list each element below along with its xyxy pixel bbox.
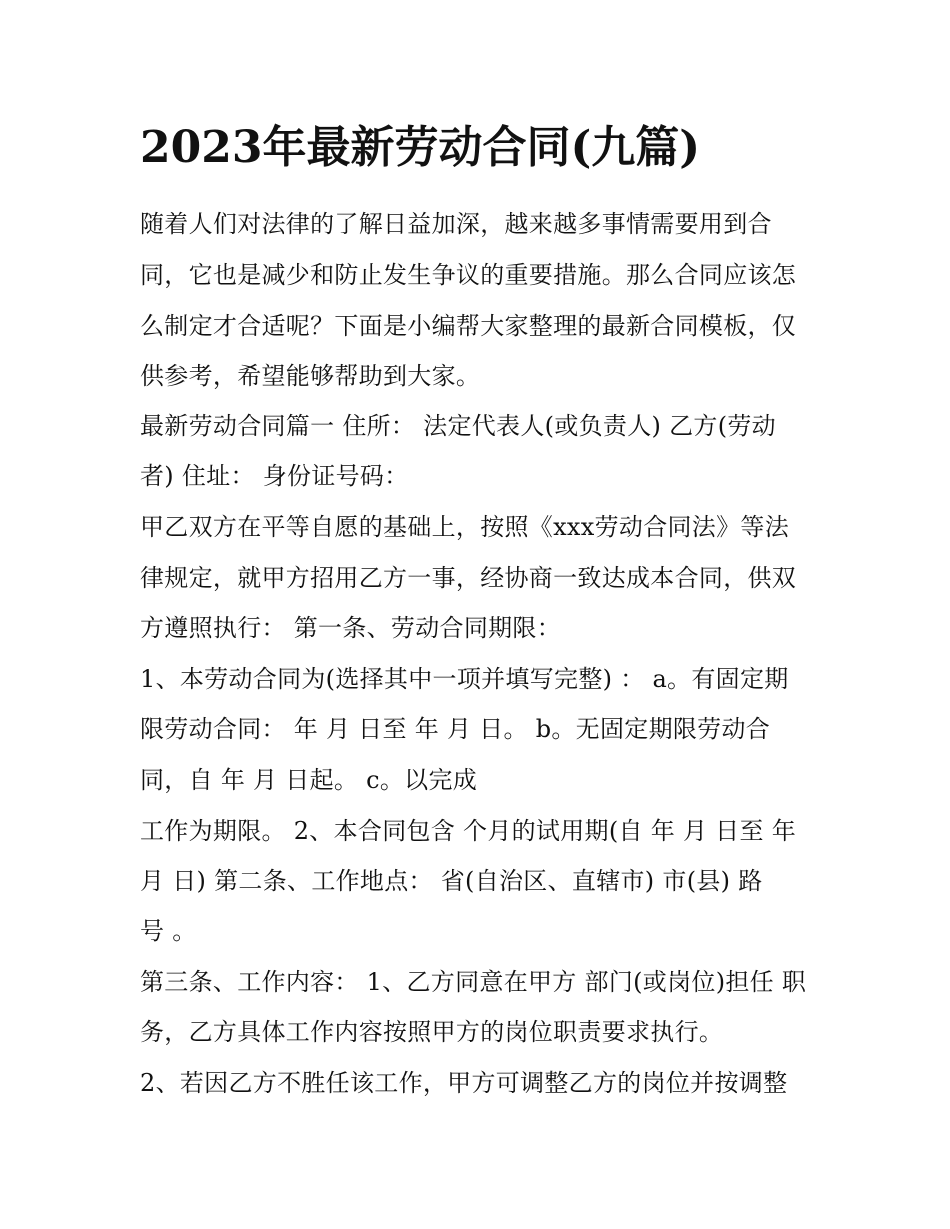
paragraph-line-6: 者) 住址： 身份证号码： (140, 462, 409, 490)
paragraph-line-16: 第三条、工作内容： 1、乙方同意在甲方 部门(或岗位)担任 职 (140, 968, 807, 996)
paragraph-line-12: 同，自 年 月 日起。 c。以完成 (140, 766, 478, 794)
paragraph-line-2: 同，它也是减少和防止发生争议的重要措施。那么合同应该怎 (140, 261, 797, 289)
paragraph-line-9: 方遵照执行： 第一条、劳动合同期限： (140, 614, 562, 642)
paragraph-line-11: 限劳动合同： 年 月 日至 年 月 日。 b。无固定期限劳动合 (140, 715, 771, 743)
paragraph-line-15: 号 。 (140, 917, 197, 945)
paragraph-line-4: 供参考，希望能够帮助到大家。 (140, 362, 481, 390)
paragraph-line-7: 甲乙双方在平等自愿的基础上，按照《xxx劳动合同法》等法 (140, 513, 790, 541)
paragraph-line-5: 最新劳动合同篇一 住所： 法定代表人(或负责人) 乙方(劳动 (140, 412, 776, 440)
paragraph-line-18: 2、若因乙方不胜任该工作，甲方可调整乙方的岗位并按调整 (140, 1069, 788, 1097)
paragraph-line-10: 1、本劳动合同为(选择其中一项并填写完整) ： a。有固定期 (140, 665, 789, 693)
paragraph-line-3: 么制定才合适呢？下面是小编帮大家整理的最新合同模板，仅 (140, 312, 797, 340)
document-title: 2023年最新劳动合同(九篇) (140, 122, 701, 173)
paragraph-line-8: 律规定，就甲方招用乙方一事，经协商一致达成本合同，供双 (140, 564, 797, 592)
paragraph-line-1: 随着人们对法律的了解日益加深，越来越多事情需要用到合 (140, 210, 772, 238)
paragraph-line-14: 月 日) 第二条、工作地点： 省(自治区、直辖市) 市(县) 路 (140, 867, 763, 895)
paragraph-line-17: 务，乙方具体工作内容按照甲方的岗位职责要求执行。 (140, 1018, 724, 1046)
paragraph-line-13: 工作为期限。 2、本合同包含 个月的试用期(自 年 月 日至 年 (140, 817, 797, 845)
